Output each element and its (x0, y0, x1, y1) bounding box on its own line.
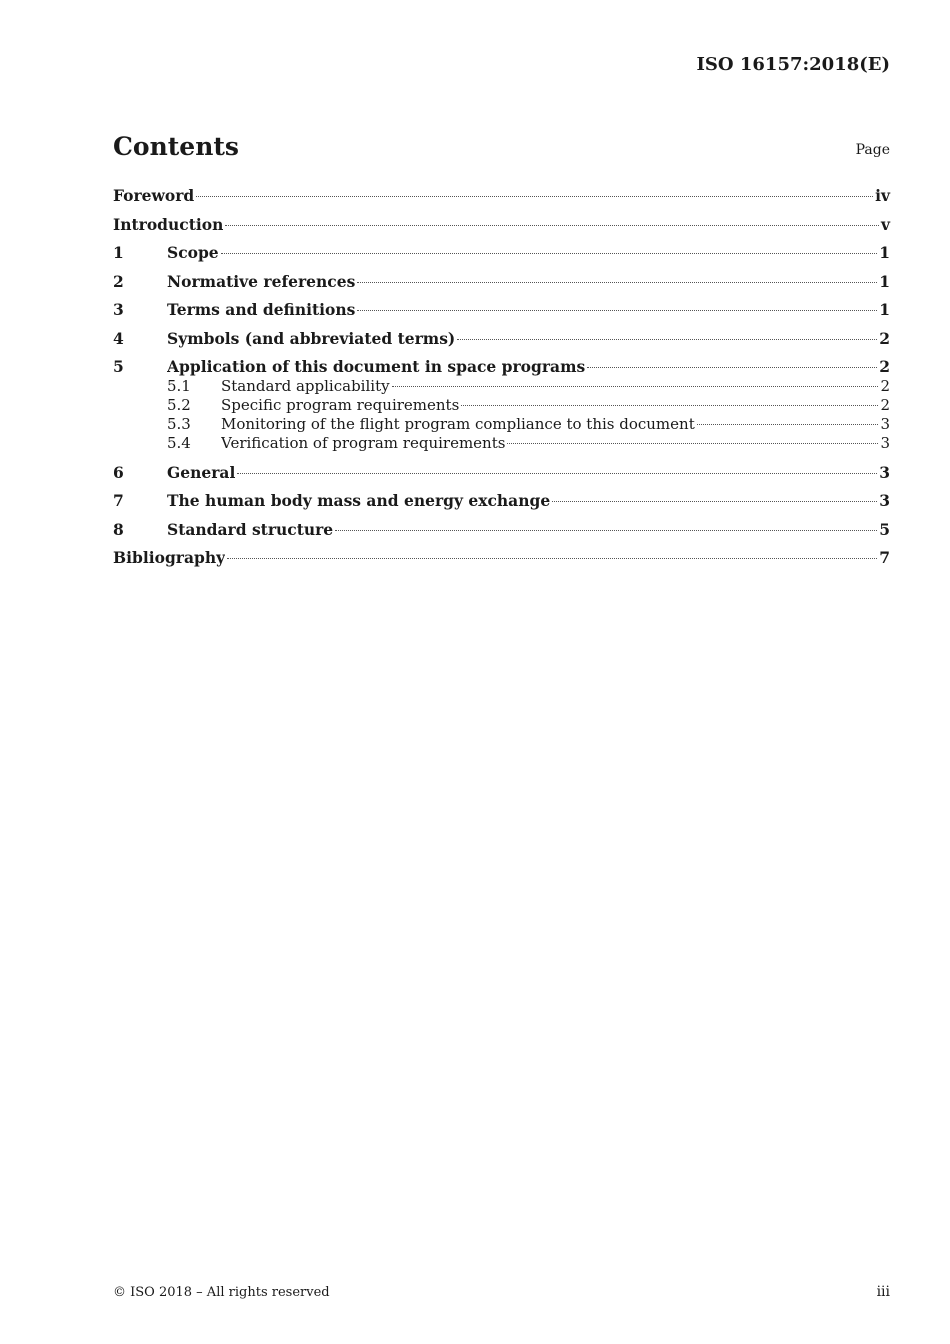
toc-subentry-verification[interactable] (113, 434, 890, 463)
toc-entry-number: 6 (113, 462, 124, 482)
toc-dot-leader (221, 253, 878, 254)
toc-entry-page: 7 (879, 548, 890, 567)
toc-entry-title: Specific program requirements (221, 396, 460, 414)
toc-entry-page: 1 (879, 300, 890, 319)
table-of-contents (113, 186, 890, 577)
toc-entry-page: 3 (880, 434, 890, 452)
toc-entry-page: 3 (879, 491, 890, 510)
toc-entry-page: 2 (879, 328, 890, 348)
toc-dot-leader (237, 473, 877, 474)
toc-dot-leader (225, 225, 879, 226)
toc-entry-title: Normative references (167, 271, 356, 291)
toc-entry-title: Introduction (113, 214, 224, 234)
toc-entry-number: 8 (113, 519, 124, 539)
toc-entry-terms-and-definitions[interactable] (113, 300, 890, 329)
toc-dot-leader (357, 282, 877, 283)
toc-entry-title: Standard applicability (221, 377, 390, 395)
toc-entry-number: 5.3 (167, 415, 191, 433)
toc-entry-page: 2 (879, 357, 890, 376)
toc-entry-page: 3 (880, 415, 890, 433)
toc-entry-scope[interactable] (113, 243, 890, 272)
toc-dot-leader (587, 367, 877, 368)
toc-entry-page: 2 (880, 396, 890, 414)
toc-dot-leader (552, 501, 877, 502)
toc-entry-number: 5.2 (167, 396, 191, 414)
toc-entry-title: Bibliography (113, 548, 226, 567)
toc-entry-number: 4 (113, 328, 124, 348)
toc-subentry-specific-program-requirements[interactable] (113, 396, 890, 415)
toc-entry-page: 1 (879, 271, 890, 291)
toc-dot-leader (196, 196, 873, 197)
page-column-label: Page (855, 142, 890, 158)
toc-entry-title: General (167, 462, 236, 482)
toc-entry-title: Verification of program requirements (221, 434, 506, 452)
toc-entry-number: 5.4 (167, 434, 191, 452)
toc-entry-title: Symbols (and abbreviated terms) (167, 328, 456, 348)
toc-entry-symbols[interactable] (113, 329, 890, 358)
toc-entry-general[interactable] (113, 463, 890, 492)
toc-dot-leader (697, 424, 879, 425)
toc-entry-mass-energy-exchange[interactable] (113, 491, 890, 520)
toc-entry-page: iv (875, 186, 890, 205)
toc-entry-number: 1 (113, 243, 124, 262)
toc-dot-leader (461, 405, 878, 406)
toc-entry-page: v (880, 214, 890, 234)
toc-dot-leader (507, 443, 878, 444)
copyright-notice: © ISO 2018 – All rights reserved (113, 1285, 330, 1300)
toc-entry-number: 2 (113, 271, 124, 291)
toc-entry-number: 5 (113, 357, 124, 376)
toc-dot-leader (227, 558, 877, 559)
toc-entry-title: Scope (167, 243, 219, 262)
toc-entry-title: Monitoring of the flight program compliance to this document (221, 415, 695, 433)
toc-entry-title: The human body mass and energy exchange (167, 491, 551, 510)
toc-dot-leader (392, 386, 879, 387)
toc-dot-leader (457, 339, 877, 340)
toc-subentry-monitoring[interactable] (113, 415, 890, 434)
toc-entry-foreword[interactable] (113, 186, 890, 215)
toc-entry-page: 5 (879, 519, 890, 539)
toc-entry-page: 3 (879, 462, 890, 482)
toc-entry-page: 2 (880, 377, 890, 395)
toc-entry-number: 7 (113, 491, 124, 510)
toc-entry-title: Application of this document in space programs (167, 357, 586, 376)
toc-entry-bibliography[interactable] (113, 548, 890, 577)
toc-entry-number: 3 (113, 300, 124, 319)
toc-entry-standard-structure[interactable] (113, 520, 890, 549)
toc-entry-title: Standard structure (167, 519, 334, 539)
toc-entry-introduction[interactable] (113, 215, 890, 244)
page-number: iii (876, 1284, 890, 1300)
toc-entry-number: 5.1 (167, 377, 191, 395)
toc-dot-leader (335, 530, 877, 531)
toc-entry-application[interactable] (113, 357, 890, 377)
document-id: ISO 16157:2018(E) (696, 54, 890, 75)
toc-dot-leader (357, 310, 877, 311)
toc-entry-title: Terms and definitions (167, 300, 356, 319)
toc-subentry-standard-applicability[interactable] (113, 377, 890, 396)
toc-entry-normative-references[interactable] (113, 272, 890, 301)
toc-entry-page: 1 (879, 243, 890, 262)
toc-entry-title: Foreword (113, 186, 195, 205)
contents-heading: Contents (113, 132, 240, 161)
